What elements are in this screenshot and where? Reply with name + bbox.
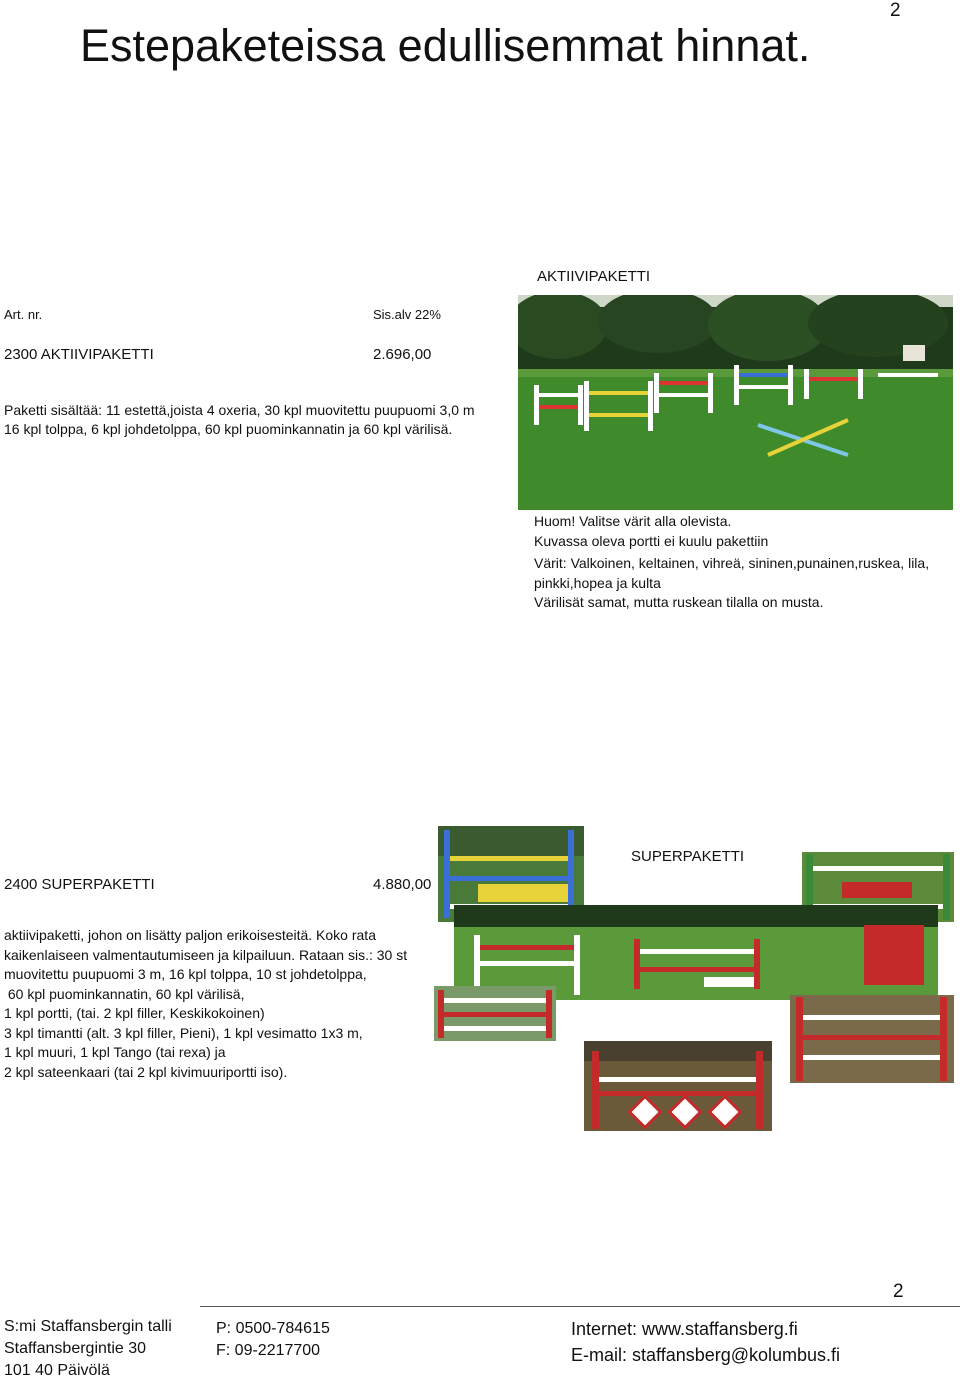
footer-phones bbox=[216, 1318, 330, 1362]
footer-internet-link[interactable]: Internet: www.staffansberg.fi bbox=[571, 1319, 798, 1339]
footer-postal: 101 40 Päivölä bbox=[4, 1362, 110, 1379]
aktiivi-price: 2.696,00 bbox=[373, 346, 432, 363]
page-number-bottom: 2 bbox=[893, 1281, 904, 1302]
note-line: Kuvassa oleva portti ei kuulu pakettiin bbox=[534, 532, 769, 549]
aktiivi-contents-line: 16 kpl tolppa, 6 kpl johdetolppa, 60 kpl puominkannatin ja 60 kpl värilisä. bbox=[4, 421, 453, 437]
footer-phone: P: 0500-784615 bbox=[216, 1320, 330, 1337]
aktiivi-notes bbox=[534, 512, 929, 613]
super-line: 1 kpl portti, (tai. 2 kpl filler, Keskikokoinen) bbox=[4, 1005, 265, 1021]
note-line: Värit: Valkoinen, keltainen, vihreä, sininen,punainen,ruskea, lila, bbox=[534, 555, 930, 571]
super-price: 4.880,00 bbox=[373, 876, 432, 893]
page-number-top: 2 bbox=[890, 0, 901, 21]
super-line: 3 kpl timantti (alt. 3 kpl filler, Pieni), 1 kpl vesimatto 1x3 m, bbox=[4, 1024, 363, 1041]
note-line: pinkki,hopea ja kulta bbox=[534, 574, 661, 591]
super-line: kaikenlaiseen valmentautumiseen ja kilpailuun. Rataan sis.: 30 st bbox=[4, 946, 408, 963]
footer-company: S:mi Staffansbergin talli bbox=[4, 1318, 172, 1335]
super-line: aktiivipaketti, johon on lisätty paljon erikoisesteitä. Koko rata bbox=[4, 927, 376, 943]
aktiivi-contents bbox=[4, 401, 475, 439]
footer-email-link[interactable]: E-mail: staffansberg@kolumbus.fi bbox=[571, 1345, 841, 1365]
note-line: Huom! Valitse värit alla olevista. bbox=[534, 513, 732, 529]
super-line: 60 kpl puominkannatin, 60 kpl värilisä, bbox=[4, 985, 245, 1002]
aktiivi-heading: AKTIIVIPAKETTI bbox=[537, 268, 651, 285]
super-description bbox=[4, 926, 407, 1082]
aktiivi-contents-line: Paketti sisältää: 11 estettä,joista 4 oxeria, 30 kpl muovitettu puupuomi 3,0 m bbox=[4, 402, 475, 418]
super-product: 2400 SUPERPAKETTI bbox=[4, 876, 155, 893]
note-line: Värilisät samat, mutta ruskean tilalla on musta. bbox=[534, 594, 824, 610]
vat-label: Sis.alv 22% bbox=[373, 307, 441, 322]
super-line: 1 kpl muuri, 1 kpl Tango (tai rexa) ja bbox=[4, 1044, 226, 1060]
super-line: muovitettu puupuomi 3 m, 16 kpl tolppa, 10 st johdetolppa, bbox=[4, 966, 367, 982]
super-line: 2 kpl sateenkaari (tai 2 kpl kivimuuriportti iso). bbox=[4, 1063, 288, 1080]
super-heading: SUPERPAKETTI bbox=[631, 848, 745, 865]
super-photo-5 bbox=[584, 1041, 772, 1131]
aktiivi-photo bbox=[518, 295, 953, 510]
super-photo-4 bbox=[434, 986, 556, 1041]
footer-rule bbox=[200, 1306, 960, 1307]
footer-web bbox=[571, 1316, 840, 1368]
page-title: Estepaketeissa edullisemmat hinnat. bbox=[80, 20, 811, 71]
aktiivi-product: 2300 AKTIIVIPAKETTI bbox=[4, 346, 154, 363]
art-nr-label: Art. nr. bbox=[4, 307, 43, 322]
super-photo-6 bbox=[790, 995, 954, 1083]
footer-fax: F: 09-2217700 bbox=[216, 1342, 321, 1359]
footer-street: Staffansbergintie 30 bbox=[4, 1340, 147, 1357]
footer-address bbox=[4, 1316, 172, 1382]
